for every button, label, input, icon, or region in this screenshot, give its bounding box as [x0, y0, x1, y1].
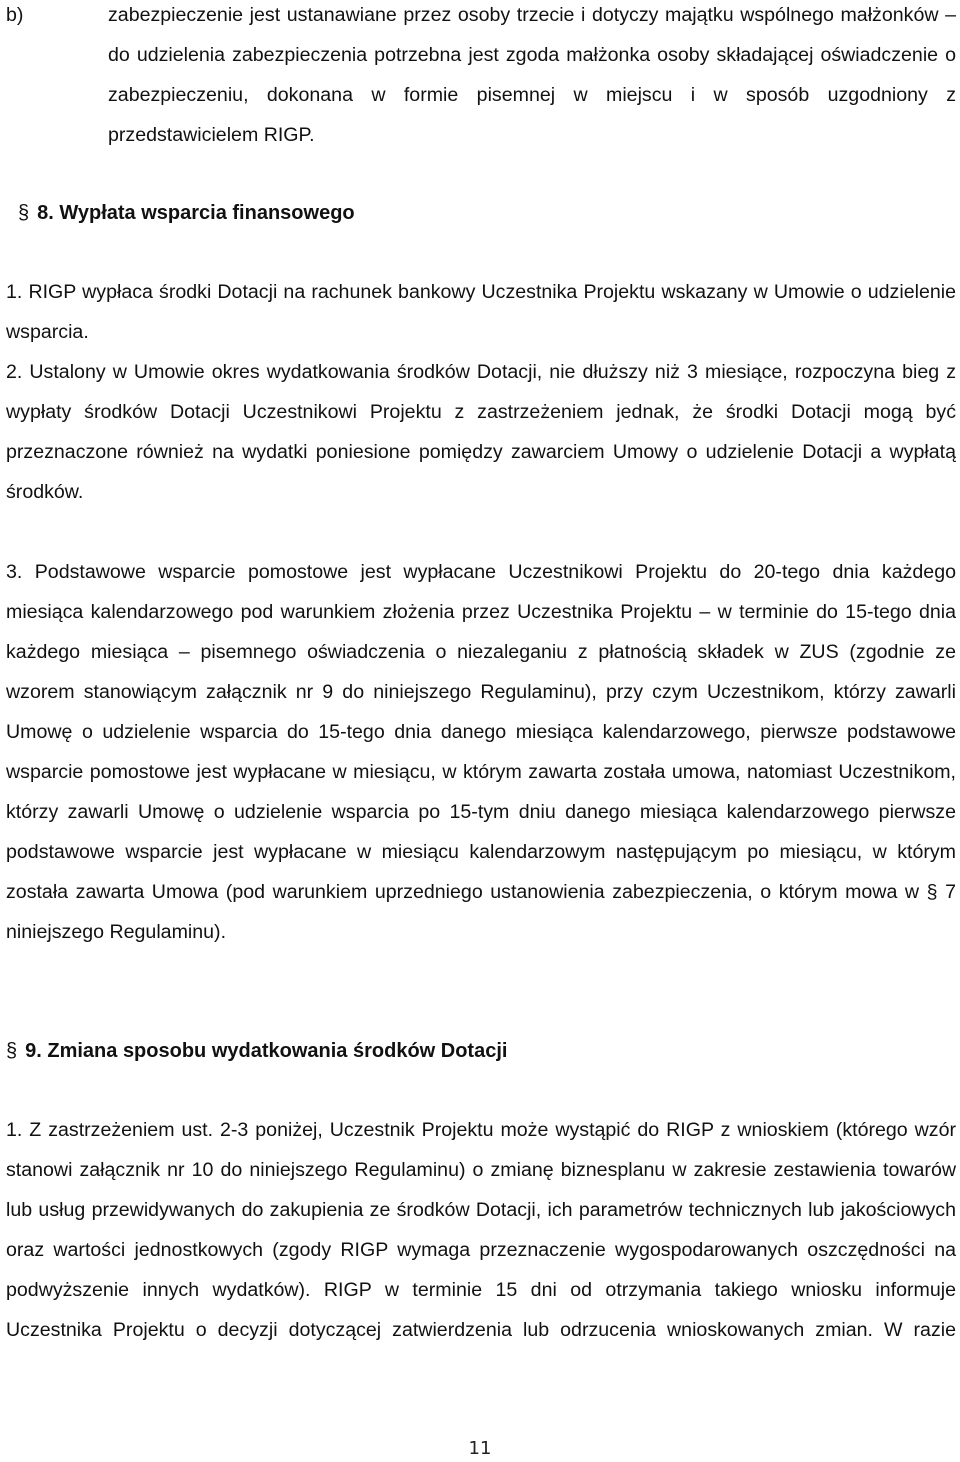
list-item-text: zabezpieczenie jest ustanawiane przez osoby trzecie i dotyczy majątku wspólnego małżonków – do udzielenia zabezpieczenia potrzebna jest zgoda małżonka osoby składającej oświadczenie o zabezpieczeniu, dokonana w formie pisemnej w miejscu i w sposób uzgodniony z przedstawicielem RIGP. — [108, 4, 956, 146]
list-item-b — [6, 0, 956, 155]
section-symbol: § — [6, 1040, 18, 1062]
paragraph-8-1: 1. RIGP wypłaca środki Dotacji na rachunek bankowy Uczestnika Projektu wskazany w Umowie o udzielenie wsparcia. — [6, 281, 956, 343]
paragraph-8-2: 2. Ustalony w Umowie okres wydatkowania środków Dotacji, nie dłuższy niż 3 miesiące, rozpoczyna bieg z wypłaty środków Dotacji Uczestnikowi Projektu z zastrzeżeniem jednak, że środki Dotacji mogą być przeznaczone również na wydatki poniesione pomiędzy zawarciem Umowy o udzielenie Dotacji a wypłatą środków. — [6, 361, 956, 503]
section-title: 9. Zmiana sposobu wydatkowania środków Dotacji — [25, 1040, 508, 1062]
page-number: 11 — [468, 1438, 492, 1459]
paragraph-9-1: 1. Z zastrzeżeniem ust. 2-3 poniżej, Uczestnik Projektu może wystąpić do RIGP z wnioskiem (którego wzór stanowi załącznik nr 10 do niniejszego Regulaminu) o zmianę biznesplanu w zakresie zestawienia towarów lub usług przewidywanych do zakupienia ze środków Dotacji, ich parametrów technicznych lub jakościowych oraz wartości jednostkowych (zgody RIGP wymaga przeznaczenie wygospodarowanych oszczędności na podwyższenie innych wydatków). RIGP w terminie 15 dni od otrzymania takiego wniosku informuje Uczestnika Projektu o decyzji dotyczącej zatwierdzenia lub odrzucenia wnioskowanych zmian. W razie — [6, 1119, 956, 1341]
paragraph-8-3: 3. Podstawowe wsparcie pomostowe jest wypłacane Uczestnikowi Projektu do 20-tego dnia każdego miesiąca kalendarzowego pod warunkiem złożenia przez Uczestnika Projektu – w terminie do 15-tego dnia każdego miesiąca – pisemnego oświadczenia o niezaleganiu z płatnością składek w ZUS (zgodnie ze wzorem stanowiącym załącznik nr 9 do niniejszego Regulaminu), przy czym Uczestnikom, którzy zawarli Umowę o udzielenie wsparcia do 15-tego dnia danego miesiąca kalendarzowego, pierwsze podstawowe wsparcie pomostowe jest wypłacane w miesiącu, w którym zawarta została umowa, natomiast Uczestnikom, którzy zawarli Umowę o udzielenie wsparcia po 15-tym dniu danego miesiąca kalendarzowego pierwsze podstawowe wsparcie jest wypłacane w miesiącu kalendarzowym następującym po miesiącu, w którym została zawarta Umowa (pod warunkiem uprzedniego ustanowienia zabezpieczenia, o którym mowa w § 7 niniejszego Regulaminu). — [6, 561, 956, 943]
section-symbol: § — [18, 202, 30, 224]
section-heading-9 — [6, 1031, 507, 1071]
section-title: 8. Wypłata wsparcia finansowego — [37, 202, 355, 224]
section-heading-8 — [18, 193, 355, 233]
list-marker: b) — [6, 4, 24, 26]
